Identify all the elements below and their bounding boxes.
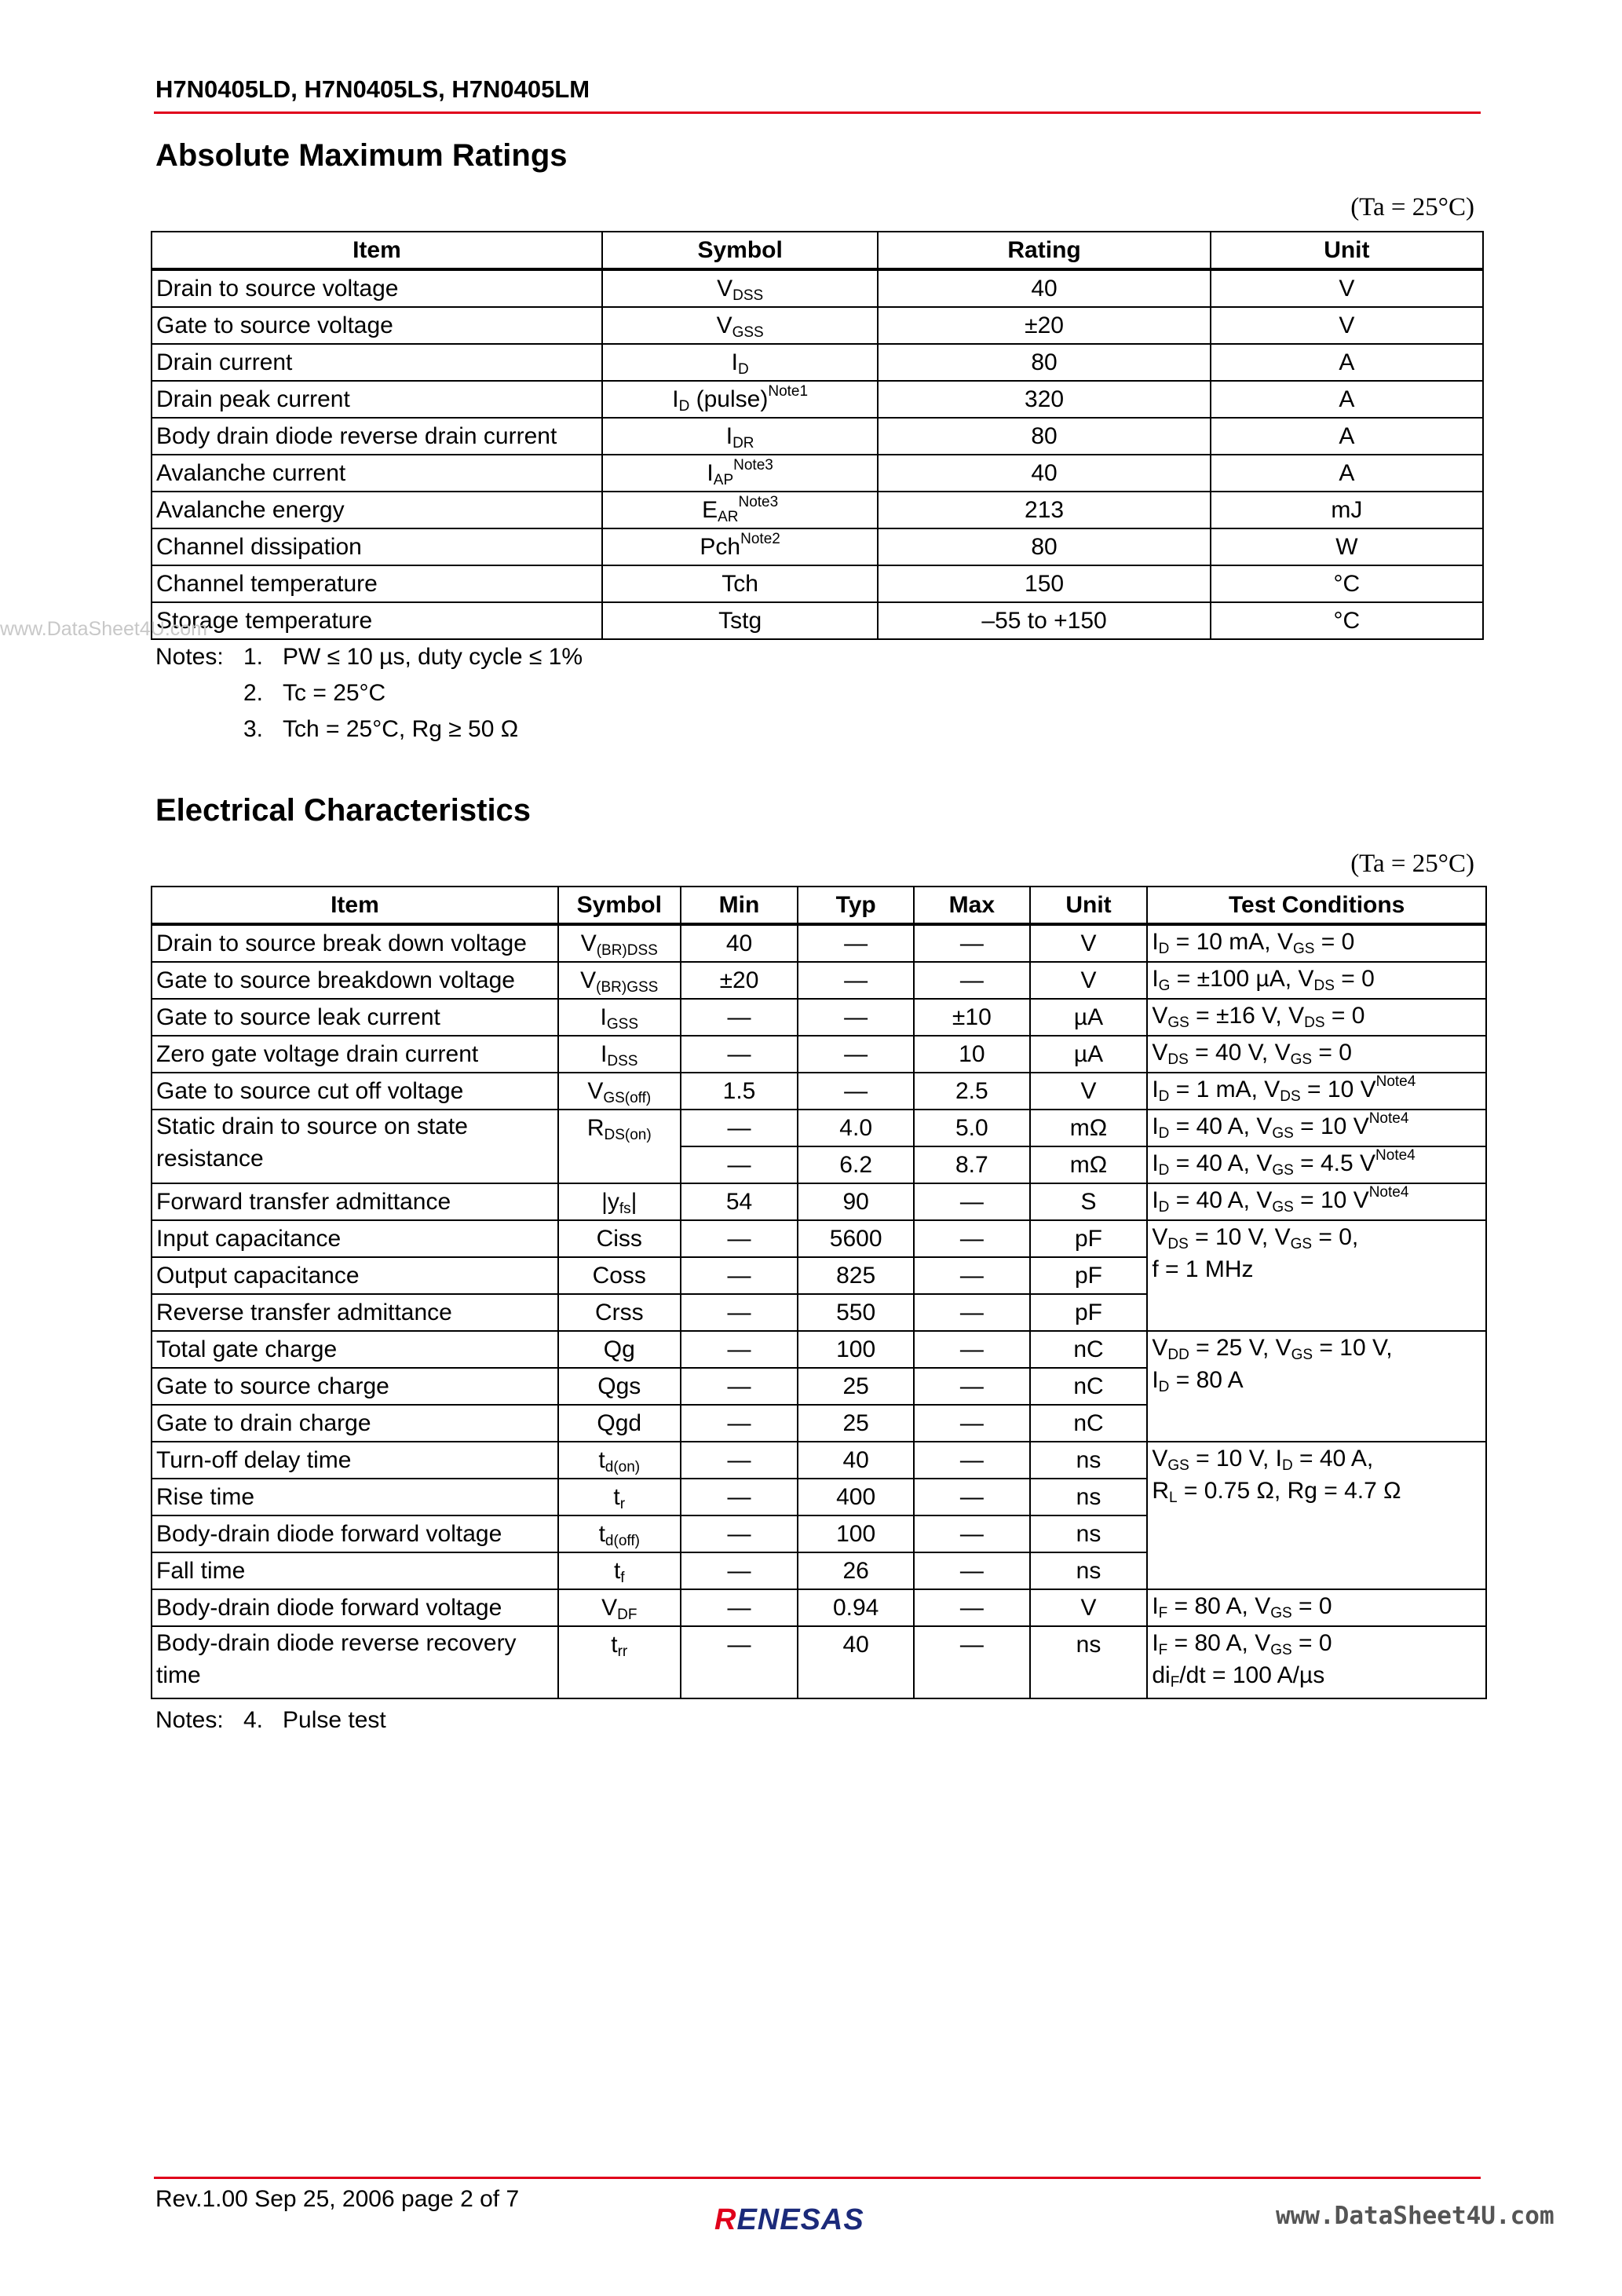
unit-cell: V [1030, 1073, 1148, 1110]
unit-cell: ns [1030, 1442, 1148, 1479]
amr-col-header: Unit [1211, 232, 1483, 269]
amr-notes [155, 644, 862, 754]
max-cell: — [914, 1257, 1030, 1294]
symbol-cell: $I_{DSS}$ [558, 1036, 681, 1073]
test-condition-cell: $V_{GS} = 10$ V, $I_D = 40$ A, $R_L = 0.75$ Ω, Rg = 4.7 Ω [1147, 1442, 1486, 1589]
unit-cell: S [1030, 1183, 1148, 1220]
ec-condition: (Ta = 25°C) [1350, 850, 1474, 878]
symbol-cell: $I_{AP}^{Note3}$ [602, 455, 879, 492]
ec-col-header: Item [152, 887, 558, 924]
item-cell: Input capacitance [152, 1220, 558, 1257]
note-text: Pulse test [283, 1707, 386, 1733]
note-text: PW ≤ 10 µs, duty cycle ≤ 1% [283, 644, 583, 670]
max-cell: — [914, 1442, 1030, 1479]
table-row [152, 999, 1486, 1036]
unit-cell: pF [1030, 1294, 1148, 1331]
unit-cell: A [1211, 455, 1483, 492]
unit-cell: nC [1030, 1368, 1148, 1405]
test-condition-cell: $V_{DD} = 25$ V, $V_{GS} = 10$ V, $I_D = 80$ A [1147, 1331, 1486, 1442]
table-row [152, 1442, 1486, 1479]
max-cell: — [914, 1552, 1030, 1589]
symbol-cell: $V_{GS(off)}$ [558, 1073, 681, 1110]
table-row [152, 307, 1483, 344]
item-cell: Drain to source break down voltage [152, 924, 558, 962]
symbol-cell: $R_{DS(on)}$ [558, 1110, 681, 1183]
unit-cell: pF [1030, 1220, 1148, 1257]
unit-cell: µA [1030, 1036, 1148, 1073]
unit-cell: ns [1030, 1479, 1148, 1515]
test-condition-cell: $V_{DS} = 40$ V, $V_{GS} = 0$ [1147, 1036, 1486, 1073]
amr-col-header: Symbol [602, 232, 879, 269]
table-row [152, 1626, 1486, 1698]
symbol-cell: $t_{d(on)}$ [558, 1442, 681, 1479]
ec-header-row [152, 887, 1486, 924]
symbol-cell: $V_{(BR)GSS}$ [558, 962, 681, 999]
unit-cell: nC [1030, 1405, 1148, 1442]
unit-cell: V [1030, 1589, 1148, 1626]
typ-cell: 4.0 [798, 1110, 914, 1146]
max-cell: — [914, 1294, 1030, 1331]
symbol-cell: Tch [602, 565, 879, 602]
item-cell: Channel dissipation [152, 528, 602, 565]
min-cell: — [681, 1442, 798, 1479]
unit-cell: V [1211, 307, 1483, 344]
symbol-cell: $I_D$ [602, 344, 879, 381]
amr-col-header: Item [152, 232, 602, 269]
document-header-title: H7N0405LD, H7N0405LS, H7N0405LM [155, 75, 590, 103]
max-cell: — [914, 962, 1030, 999]
unit-cell: V [1030, 924, 1148, 962]
max-cell: 10 [914, 1036, 1030, 1073]
symbol-cell: $t_{d(off)}$ [558, 1515, 681, 1552]
table-row [152, 1073, 1486, 1110]
footer-revision: Rev.1.00 Sep 25, 2006 page 2 of 7 [155, 2186, 520, 2212]
typ-cell: — [798, 1036, 914, 1073]
symbol-cell: Qgs [558, 1368, 681, 1405]
typ-cell: 40 [798, 1626, 914, 1698]
ec-notes [155, 1707, 862, 1742]
symbol-cell: Qgd [558, 1405, 681, 1442]
rating-cell: 80 [878, 528, 1210, 565]
note-number: 4. [243, 1707, 264, 1733]
item-cell: Drain to source voltage [152, 269, 602, 307]
test-condition-cell: $I_D = 40$ A, $V_{GS} = 10$ $V^{Note4}$ [1147, 1110, 1486, 1146]
typ-cell: 400 [798, 1479, 914, 1515]
min-cell: — [681, 1368, 798, 1405]
max-cell: — [914, 1479, 1030, 1515]
note-text: Tc = 25°C [283, 680, 386, 706]
typ-cell: 100 [798, 1515, 914, 1552]
symbol-cell: $I_{GSS}$ [558, 999, 681, 1036]
unit-cell: A [1211, 344, 1483, 381]
item-cell: Body drain diode reverse drain current [152, 418, 602, 455]
max-cell: — [914, 1626, 1030, 1698]
amr-col-header: Rating [878, 232, 1210, 269]
rating-cell: 320 [878, 381, 1210, 418]
max-cell: — [914, 1405, 1030, 1442]
item-cell: Drain peak current [152, 381, 602, 418]
test-condition-cell: $I_F = 80$ A, $V_{GS} = 0$ [1147, 1589, 1486, 1626]
max-cell: — [914, 1368, 1030, 1405]
test-condition-cell: $I_D = 40$ A, $V_{GS} = 10$ $V^{Note4}$ [1147, 1183, 1486, 1220]
symbol-cell: Tstg [602, 602, 879, 639]
rating-cell: ±20 [878, 307, 1210, 344]
typ-cell: 25 [798, 1405, 914, 1442]
min-cell: 54 [681, 1183, 798, 1220]
max-cell: — [914, 1220, 1030, 1257]
min-cell: — [681, 1036, 798, 1073]
typ-cell: 40 [798, 1442, 914, 1479]
max-cell: ±10 [914, 999, 1030, 1036]
typ-cell: 90 [798, 1183, 914, 1220]
symbol-cell: $V_{DF}$ [558, 1589, 681, 1626]
unit-cell: mΩ [1030, 1146, 1148, 1183]
item-cell: Body-drain diode reverse recovery time [152, 1626, 558, 1698]
typ-cell: 26 [798, 1552, 914, 1589]
ec-col-header: Test Conditions [1147, 887, 1486, 924]
min-cell: — [681, 1626, 798, 1698]
symbol-cell: Qg [558, 1331, 681, 1368]
unit-cell: °C [1211, 602, 1483, 639]
rating-cell: 80 [878, 344, 1210, 381]
ec-col-header: Typ [798, 887, 914, 924]
header-rule [154, 112, 1481, 114]
item-cell: Gate to source cut off voltage [152, 1073, 558, 1110]
watermark-right: www.DataSheet4U.com [1276, 2202, 1554, 2230]
symbol-cell: $I_{DR}$ [602, 418, 879, 455]
max-cell: — [914, 1331, 1030, 1368]
ec-col-header: Min [681, 887, 798, 924]
table-row [152, 1183, 1486, 1220]
item-cell: Avalanche current [152, 455, 602, 492]
unit-cell: ns [1030, 1626, 1148, 1698]
item-cell: Gate to drain charge [152, 1405, 558, 1442]
min-cell: — [681, 1220, 798, 1257]
table-row [152, 602, 1483, 639]
unit-cell: mJ [1211, 492, 1483, 528]
min-cell: — [681, 1552, 798, 1589]
min-cell: — [681, 1405, 798, 1442]
unit-cell: A [1211, 381, 1483, 418]
rating-cell: 150 [878, 565, 1210, 602]
table-row [152, 492, 1483, 528]
ec-col-header: Unit [1030, 887, 1148, 924]
table-row [152, 1110, 1486, 1146]
typ-cell: — [798, 962, 914, 999]
unit-cell: W [1211, 528, 1483, 565]
typ-cell: — [798, 1073, 914, 1110]
note-text: Tch = 25°C, Rg ≥ 50 Ω [283, 716, 519, 742]
ec-col-header: Max [914, 887, 1030, 924]
typ-cell: 100 [798, 1331, 914, 1368]
unit-cell: V [1030, 962, 1148, 999]
item-cell: Channel temperature [152, 565, 602, 602]
max-cell: 8.7 [914, 1146, 1030, 1183]
unit-cell: pF [1030, 1257, 1148, 1294]
rating-cell: 40 [878, 269, 1210, 307]
unit-cell: V [1211, 269, 1483, 307]
ec-notes-label: Notes: [155, 1707, 224, 1733]
symbol-cell: Pch$^{Note2}$ [602, 528, 879, 565]
amr-heading: Absolute Maximum Ratings [155, 138, 568, 173]
rating-cell: 80 [878, 418, 1210, 455]
rating-cell: 40 [878, 455, 1210, 492]
typ-cell: 0.94 [798, 1589, 914, 1626]
min-cell: — [681, 1589, 798, 1626]
test-condition-cell: $V_{DS} = 10$ V, $V_{GS} = 0$, f = 1 MHz [1147, 1220, 1486, 1331]
item-cell: Drain current [152, 344, 602, 381]
symbol-cell: Coss [558, 1257, 681, 1294]
item-cell: Gate to source breakdown voltage [152, 962, 558, 999]
min-cell: ±20 [681, 962, 798, 999]
test-condition-cell: $I_D = 40$ A, $V_{GS} = 4.5$ $V^{Note4}$ [1147, 1146, 1486, 1183]
min-cell: — [681, 1294, 798, 1331]
min-cell: 1.5 [681, 1073, 798, 1110]
ec-table [151, 886, 1487, 1699]
item-cell: Fall time [152, 1552, 558, 1589]
item-cell: Body-drain diode forward voltage [152, 1515, 558, 1552]
min-cell: 40 [681, 924, 798, 962]
symbol-cell: $|y_{fs}|$ [558, 1183, 681, 1220]
ec-heading: Electrical Characteristics [155, 793, 532, 828]
typ-cell: 6.2 [798, 1146, 914, 1183]
max-cell: — [914, 1183, 1030, 1220]
symbol-cell: $V_{(BR)DSS}$ [558, 924, 681, 962]
note-number: 1. [243, 644, 264, 670]
footer-rule [154, 2177, 1481, 2179]
table-row [152, 528, 1483, 565]
item-cell: Total gate charge [152, 1331, 558, 1368]
max-cell: — [914, 1515, 1030, 1552]
table-row [152, 924, 1486, 962]
symbol-cell: Crss [558, 1294, 681, 1331]
note-number: 3. [243, 716, 264, 742]
renesas-logo: RENESAS [714, 2203, 864, 2236]
unit-cell: ns [1030, 1515, 1148, 1552]
item-cell: Static drain to source on state resistance [152, 1110, 558, 1183]
symbol-cell: $t_f$ [558, 1552, 681, 1589]
item-cell: Output capacitance [152, 1257, 558, 1294]
rating-cell: 213 [878, 492, 1210, 528]
item-cell: Gate to source voltage [152, 307, 602, 344]
note-number: 2. [243, 680, 264, 706]
typ-cell: — [798, 999, 914, 1036]
symbol-cell: $t_{rr}$ [558, 1626, 681, 1698]
table-row [152, 1036, 1486, 1073]
unit-cell: °C [1211, 565, 1483, 602]
min-cell: — [681, 1110, 798, 1146]
test-condition-cell: $I_G = \pm 100$ µA, $V_{DS} = 0$ [1147, 962, 1486, 999]
typ-cell: 25 [798, 1368, 914, 1405]
test-condition-cell: $I_D = 1$ mA, $V_{DS} = 10$ $V^{Note4}$ [1147, 1073, 1486, 1110]
min-cell: — [681, 1479, 798, 1515]
test-condition-cell: $V_{GS} = \pm 16$ V, $V_{DS} = 0$ [1147, 999, 1486, 1036]
max-cell: — [914, 924, 1030, 962]
item-cell: Avalanche energy [152, 492, 602, 528]
ec-col-header: Symbol [558, 887, 681, 924]
typ-cell: 5600 [798, 1220, 914, 1257]
symbol-cell: Ciss [558, 1220, 681, 1257]
typ-cell: 550 [798, 1294, 914, 1331]
min-cell: — [681, 1146, 798, 1183]
watermark-left: www.DataSheet4U.com [0, 618, 208, 640]
symbol-cell: $V_{DSS}$ [602, 269, 879, 307]
amr-notes-label: Notes: [155, 644, 224, 670]
table-row [152, 269, 1483, 307]
item-cell: Zero gate voltage drain current [152, 1036, 558, 1073]
symbol-cell: $E_{AR}^{Note3}$ [602, 492, 879, 528]
table-row [152, 344, 1483, 381]
table-row [152, 1589, 1486, 1626]
item-cell: Reverse transfer admittance [152, 1294, 558, 1331]
rating-cell: –55 to +150 [878, 602, 1210, 639]
table-row [152, 565, 1483, 602]
item-cell: Storage temperature [152, 602, 602, 639]
symbol-cell: $I_D$ (pulse)$^{Note1}$ [602, 381, 879, 418]
item-cell: Turn-off delay time [152, 1442, 558, 1479]
typ-cell: — [798, 924, 914, 962]
table-row [152, 381, 1483, 418]
amr-condition: (Ta = 25°C) [1350, 193, 1474, 221]
table-row [152, 418, 1483, 455]
test-condition-cell: $I_F = 80$ A, $V_{GS} = 0$ $di_F/dt = 100$ A/µs [1147, 1626, 1486, 1698]
unit-cell: mΩ [1030, 1110, 1148, 1146]
min-cell: — [681, 1515, 798, 1552]
table-row [152, 962, 1486, 999]
unit-cell: ns [1030, 1552, 1148, 1589]
max-cell: 2.5 [914, 1073, 1030, 1110]
table-row [152, 1331, 1486, 1368]
symbol-cell: $t_r$ [558, 1479, 681, 1515]
item-cell: Gate to source charge [152, 1368, 558, 1405]
max-cell: 5.0 [914, 1110, 1030, 1146]
item-cell: Rise time [152, 1479, 558, 1515]
item-cell: Body-drain diode forward voltage [152, 1589, 558, 1626]
unit-cell: A [1211, 418, 1483, 455]
amr-table [151, 231, 1484, 640]
unit-cell: µA [1030, 999, 1148, 1036]
item-cell: Forward transfer admittance [152, 1183, 558, 1220]
table-row [152, 455, 1483, 492]
table-row [152, 1220, 1486, 1257]
max-cell: — [914, 1589, 1030, 1626]
symbol-cell: $V_{GSS}$ [602, 307, 879, 344]
typ-cell: 825 [798, 1257, 914, 1294]
min-cell: — [681, 1257, 798, 1294]
test-condition-cell: $I_D = 10$ mA, $V_{GS} = 0$ [1147, 924, 1486, 962]
item-cell: Gate to source leak current [152, 999, 558, 1036]
amr-header-row [152, 232, 1483, 269]
unit-cell: nC [1030, 1331, 1148, 1368]
min-cell: — [681, 999, 798, 1036]
min-cell: — [681, 1331, 798, 1368]
